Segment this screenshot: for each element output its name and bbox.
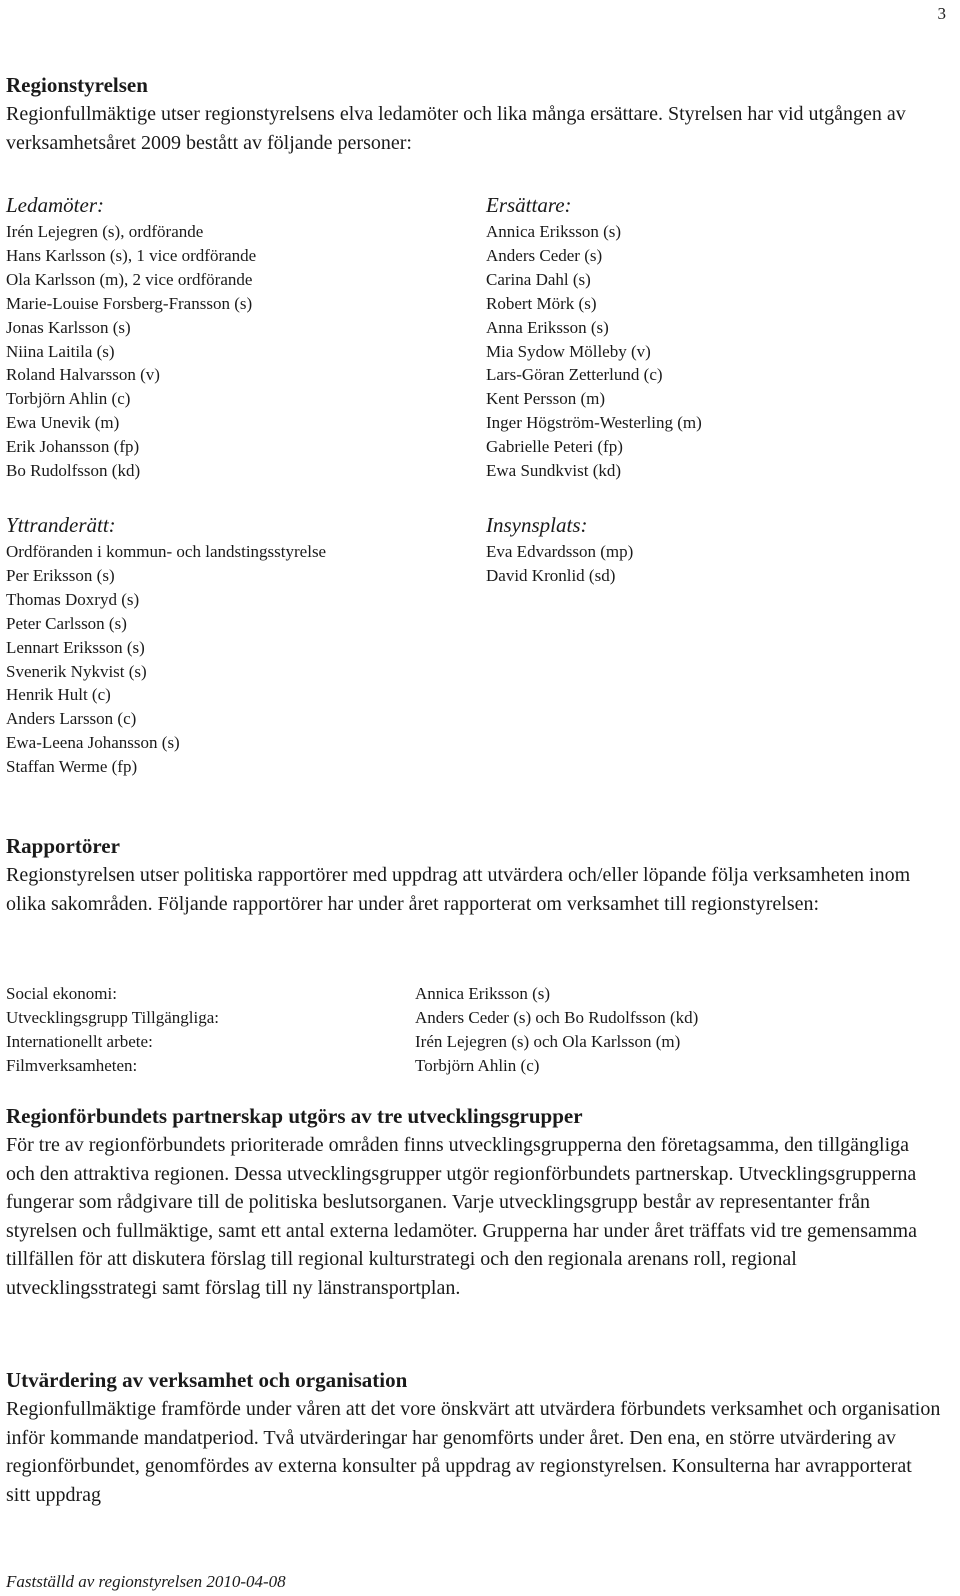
insynsplats-entry: Eva Edvardsson (mp): [486, 542, 634, 561]
section-utvardering: [6, 1365, 941, 1509]
yttranderatt-entry: Staffan Werme (fp): [6, 757, 138, 777]
section-partnerskap: [6, 1101, 941, 1302]
yttranderatt-entry: Thomas Doxryd (s): [6, 589, 140, 609]
ledamoter-entry: Niina Laitila (s): [6, 341, 115, 361]
ledamoter-entry: Jonas Karlsson (s): [6, 317, 131, 337]
yttranderatt-entry: Henrik Hult (c): [6, 685, 111, 705]
ledamoter-heading: Ledamöter:: [6, 193, 104, 217]
ersattare-entry: Ewa Sundkvist (kd): [486, 461, 622, 481]
ledamoter-entry: Erik Johansson (fp): [6, 437, 140, 457]
ersattare-entry: Annica Eriksson (s): [486, 222, 622, 241]
ledamoter-entry: Torbjörn Ahlin (c): [6, 389, 131, 409]
ledamoter-entry: Marie-Louise Forsberg-Fransson (s): [6, 293, 253, 313]
ersattare-entry: Robert Mörk (s): [486, 293, 597, 313]
section-rapportorer: [6, 831, 941, 918]
page-number: 3: [937, 4, 946, 23]
ersattare-heading: Ersättare:: [486, 193, 572, 217]
yttranderatt-entry: Per Eriksson (s): [6, 565, 115, 585]
ersattare-list: [486, 192, 702, 483]
paragraph-regionstyrelsen: Regionfullmäktige utser regionstyrelsens elva ledamöter och lika många ersättare. Styrelsen har vid utgången av verksamhetsåret 2009 bestått av följande personer:: [6, 103, 906, 154]
yttranderatt-entry: Lennart Eriksson (s): [6, 637, 145, 657]
rapportor-area: Utvecklingsgrupp Tillgängliga:: [6, 1007, 219, 1027]
ersattare-entry: Anna Eriksson (s): [486, 317, 609, 337]
rapportor-area: Internationellt arbete:: [6, 1031, 153, 1051]
paragraph-rapportorer: Regionstyrelsen utser politiska rapportörer med uppdrag att utvärdera och/eller löpande följa verksamheten inom olika sakområden. Följande rapportörer har under året rapporterat om verksamhet till regionstyrelsen:: [6, 864, 911, 915]
ersattare-entry: Carina Dahl (s): [486, 269, 591, 289]
yttranderatt-heading: Yttranderätt:: [6, 513, 116, 537]
rapportor-row: [6, 1006, 941, 1030]
ersattare-entry: Anders Ceder (s): [486, 245, 603, 265]
rapportor-row: [6, 1030, 941, 1054]
footer-note: Fastställd av regionstyrelsen 2010-04-08: [6, 1572, 286, 1591]
heading-rapportorer: Rapportörer: [6, 834, 120, 858]
ersattare-entry: Gabrielle Peteri (fp): [486, 437, 623, 457]
ersattare-entry: Mia Sydow Mölleby (v): [486, 341, 651, 361]
rapportor-name: Annica Eriksson (s): [415, 984, 551, 1003]
ledamoter-entry: Ola Karlsson (m), 2 vice ordförande: [6, 269, 253, 289]
ersattare-entry: Inger Högström-Westerling (m): [486, 413, 702, 433]
ledamoter-entry: Hans Karlsson (s), 1 vice ordförande: [6, 245, 257, 265]
paragraph-partnerskap: För tre av regionförbundets prioriterade områden finns utvecklingsgrupperna den företagsamma, den tillgängliga och den attraktiva regionen. Dessa utvecklingsgrupper utgör regionförbundets partnerskap. Utvecklingsgrupperna fungerar som rådgivare till de politiska beslutsorganen. Varje utvecklingsgrupp består av representanter från styrelsen och fullmäktige, samt ett antal externa ledamöter. Grupperna har under året träffats vid tre gemensamma tillfällen för att diskutera förslag till regional kulturstrategi och den regionala arenans roll, regional utvecklingsstrategi samt förslag till ny länstransportplan.: [6, 1134, 917, 1299]
rapportor-name: Torbjörn Ahlin (c): [415, 1055, 540, 1075]
yttranderatt-entry: Ordföranden i kommun- och landstingsstyrelse: [6, 542, 327, 561]
ledamoter-list: [6, 192, 256, 483]
rapportor-name: Irén Lejegren (s) och Ola Karlsson (m): [415, 1031, 681, 1051]
rapportor-area: Social ekonomi:: [6, 984, 117, 1003]
yttranderatt-entry: Svenerik Nykvist (s): [6, 661, 147, 681]
ersattare-entry: Kent Persson (m): [486, 389, 605, 409]
yttranderatt-list: [6, 512, 326, 779]
rapportor-row: [6, 982, 941, 1006]
rapportorer-table: [6, 982, 941, 1078]
insynsplats-list: [486, 512, 633, 588]
heading-partnerskap: Regionförbundets partnerskap utgörs av tre utvecklingsgrupper: [6, 1104, 583, 1128]
rapportor-area: Filmverksamheten:: [6, 1055, 138, 1075]
paragraph-utvardering: Regionfullmäktige framförde under våren att det vore önskvärt att utvärdera förbundets verksamhet och organisation inför kommande mandatperiod. Två utvärderingar har genomförts under året. Den ena, en större utvärdering av regionförbundet, genomfördes av externa konsulter på uppdrag av regionstyrelsen. Konsulterna har avrapporterat sitt uppdrag: [6, 1398, 941, 1506]
ledamoter-entry: Roland Halvarsson (v): [6, 365, 160, 385]
yttranderatt-entry: Peter Carlsson (s): [6, 613, 127, 633]
rapportor-name: Anders Ceder (s) och Bo Rudolfsson (kd): [415, 1007, 699, 1027]
rapportor-row: [6, 1054, 941, 1078]
insynsplats-heading: Insynsplats:: [486, 513, 588, 537]
heading-utvardering: Utvärdering av verksamhet och organisation: [6, 1368, 408, 1392]
yttranderatt-entry: Ewa-Leena Johansson (s): [6, 733, 180, 753]
ledamoter-entry: Ewa Unevik (m): [6, 413, 120, 433]
yttranderatt-entry: Anders Larsson (c): [6, 709, 137, 729]
ledamoter-entry: Irén Lejegren (s), ordförande: [6, 222, 204, 241]
insynsplats-entry: David Kronlid (sd): [486, 565, 616, 585]
ledamoter-entry: Bo Rudolfsson (kd): [6, 461, 141, 481]
section-regionstyrelsen: [6, 70, 941, 157]
ersattare-entry: Lars-Göran Zetterlund (c): [486, 365, 663, 385]
heading-regionstyrelsen: Regionstyrelsen: [6, 73, 148, 97]
